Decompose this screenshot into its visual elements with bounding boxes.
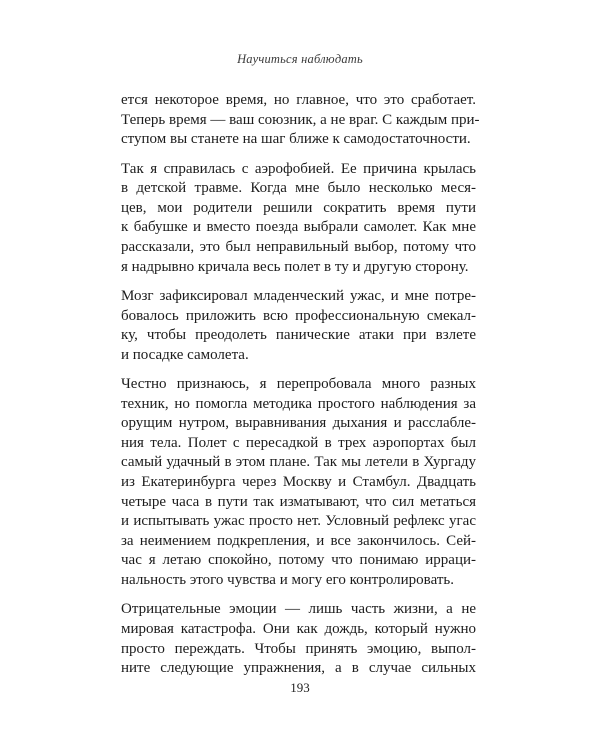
text-line: самый удачный в этом плане. Так мы летели в Хургаду	[121, 454, 476, 471]
paragraph	[121, 600, 476, 678]
text-line: ется некоторое время, но главное, что это сработает.	[121, 92, 476, 108]
text-line: в детской травме. Когда мне было несколько меся-	[121, 180, 476, 197]
paragraph	[121, 287, 476, 365]
body-text	[121, 91, 480, 689]
text-line: ния тела. Полет с пересадкой в трех аэропортах был	[121, 434, 476, 451]
text-line: Мозг зафиксировал младенческий ужас, и мне потре-	[121, 287, 476, 304]
text-line: ку, чтобы преодолеть панические атаки при взлете	[121, 327, 476, 344]
text-line: Честно признаюсь, я перепробовала много разных	[121, 376, 476, 393]
text-line: Так я справилась с аэрофобией. Ее причина крылась	[121, 160, 476, 177]
text-line: ступом вы станете на шаг ближе к самодостаточности.	[121, 131, 471, 148]
paragraph	[121, 160, 476, 278]
text-line: мировая катастрофа. Они как дождь, который нужно	[121, 621, 476, 638]
paragraph	[121, 375, 476, 591]
text-line: просто переждать. Чтобы принять эмоцию, выпол-	[121, 640, 476, 657]
text-line: Отрицательные эмоции — лишь часть жизни, а не	[121, 601, 476, 618]
running-header: Научиться наблюдать	[237, 52, 363, 66]
page-number: 193	[290, 680, 310, 695]
text-line: из Екатеринбурга через Москву и Стамбул. Двадцать	[121, 474, 476, 491]
text-line: нальность этого чувства и могу его контролировать.	[121, 572, 454, 589]
text-line: четыре часа в пути так изматывают, что сил метаться	[121, 493, 476, 510]
text-line: за неимением подкрепления, и все закончилось. Сей-	[121, 532, 476, 549]
text-line: и испытывать ужас просто нет. Условный рефлекс угас	[121, 513, 476, 530]
text-line: цев, мои родители решили сократить время пути	[121, 199, 476, 216]
paragraph	[121, 91, 480, 150]
text-line: техник, но помогла методика простого наблюдения за	[121, 395, 476, 412]
text-line: час я летаю спокойно, потому что понимаю ирраци-	[121, 552, 476, 569]
text-line: орущим нутром, выравнивания дыхания и расслабле-	[121, 415, 476, 432]
text-line: и посадке самолета.	[121, 346, 249, 363]
text-line: бовалось приложить всю профессиональную смекал-	[121, 307, 476, 324]
text-line: Теперь время — ваш союзник, а не враг. С каждым при-	[121, 111, 480, 128]
text-line: рассказали, это был неправильный выбор, потому что	[121, 238, 476, 255]
text-line: к бабушке и вместо поезда выбрали самолет. Как мне	[121, 219, 476, 236]
text-line: ните следующие упражнения, а в случае сильных	[121, 660, 476, 677]
text-line: я надрывно кричала весь полет в ту и другую сторону.	[121, 258, 469, 275]
